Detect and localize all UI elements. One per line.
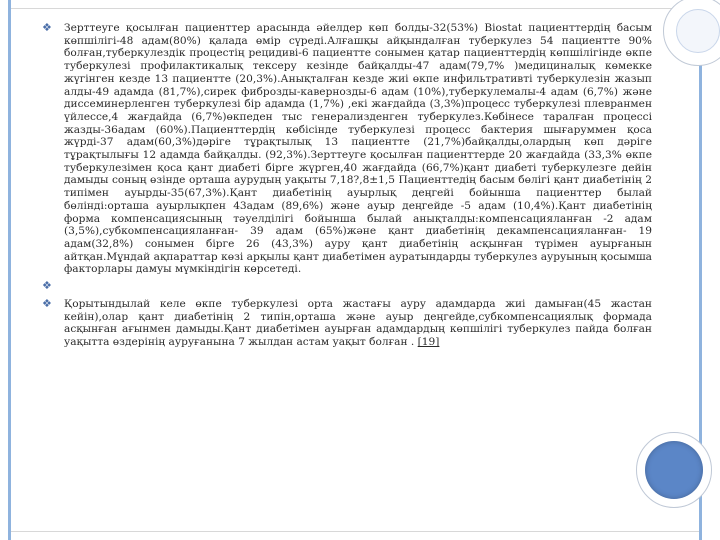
top-decorative-circle-inner (676, 9, 720, 53)
reference-link[interactable]: [19] (417, 336, 440, 349)
diamond-icon: ❖ (42, 21, 52, 34)
conclusion-paragraph: Қорытындылай келе өкпе туберкулезі орта жастағы ауру адамдарда жиі дамыған(45 жастан кейін),олар қант диабетінің 2 типін,орташа және ауыр деңгейде,субкомпенсациялық формада асқынған ағынмен дамыды.Қант диабетімен ауырған адамдардың көпшілігі туберкулез пайда болған уақытта өздерінің ауруғанына 7 жылдан астам уақыт болған . (64, 298, 652, 349)
bullet-item-conclusion (40, 298, 652, 349)
diamond-icon: ❖ (42, 279, 52, 293)
bullet-item-results (40, 22, 652, 276)
bullet-item-empty (40, 280, 652, 294)
left-edge-line (8, 0, 11, 540)
diamond-icon: ❖ (42, 297, 52, 311)
results-paragraph: Зерттеуге қосылған пациенттер арасында әйелдер көп болды-32(53%) Biostat пациенттердің басым көпшілігі-48 адам(80%) қалада өмір сүреді.Алғашқы айқындалған туберкулез 54 пациентте 90% болған,туберкулездік процестің рецидиві-6 пациентте сонымен қатар пациенттердің көпшілігінде өкпе туберкулезі профилактикалық тексеру кезінде байқалды-47 адам(79,7% )медициналық көмекке жүгінген кезде 13 пациентте (20,3%).Анықталған кезде жиі өкпе инфильтративті туберкулезін жазып алды-49 адамда (81,7%),сирек фиброзды-кавернозды-6 адам (10%),туберкулемалы-4 адам (6,7%) және диссеминерленген туберкулезі бір адамда (1,7%) ,екі жағдайда (3,3%)процесс туберкулезі плевранмен үйлессе,4 жағдайда (6,7%)өкпеден тыс генерализденген туберкулез.Көбінесе таралған процессі жазды-36адам (60%).Пациенттердің көбісінде туберкулезі процесс бактерия шығаруммен қоса жүрді-37 адам(60,3%)дәріге тұрақтылық 13 пациентте (21,7%)байқалды,олардың көп дәріге тұрақтылығы 12 адамда байқалды. (92,3%).Зерттеуге қосылған пациенттерде 20 жағдайда (33,3% өкпе туберкулезімен қоса қант диабеті бірге жүрген,40 жағдайда (66,7%)қант диабеті туберкулезге дейін дамыды соның өзінде орташа аурудың уақыты 7,18?,8±1,5 Пациенттедің басым бөлігі қант диабетінің 2 типімен ауырды-35(67,3%).Қант диабетінің ауырлық деңгейі бойынша пациенттер былай бөлінді:орташа ауырлықпен 43адам (89,6%) және ауыр деңгейде -5 адам (10,4%).Қант диабетінің форма компенсациясының тәуелділігі бойынша былай анықталды:компенсацияланған -2 адам (3,5%),субкомпенсацияланған- 39 адам (65%)және қант диабетінің декампенсацияланған- 19 адам(32,8%) сонымен бірге 26 (43,3%) ауру қант диабетінің асқынған түрімен ауырғанын айтқан.Мұндай ақпараттар көзі арқылы қант диабетімен ауратындарды туберкулез ауруының қосымша факторлары дамуы мүмкіндігін көрсетеді. (64, 22, 652, 276)
bottom-decorative-circle-inner (645, 441, 703, 499)
bottom-decorative-circle (636, 432, 712, 508)
slide-content (40, 22, 652, 349)
